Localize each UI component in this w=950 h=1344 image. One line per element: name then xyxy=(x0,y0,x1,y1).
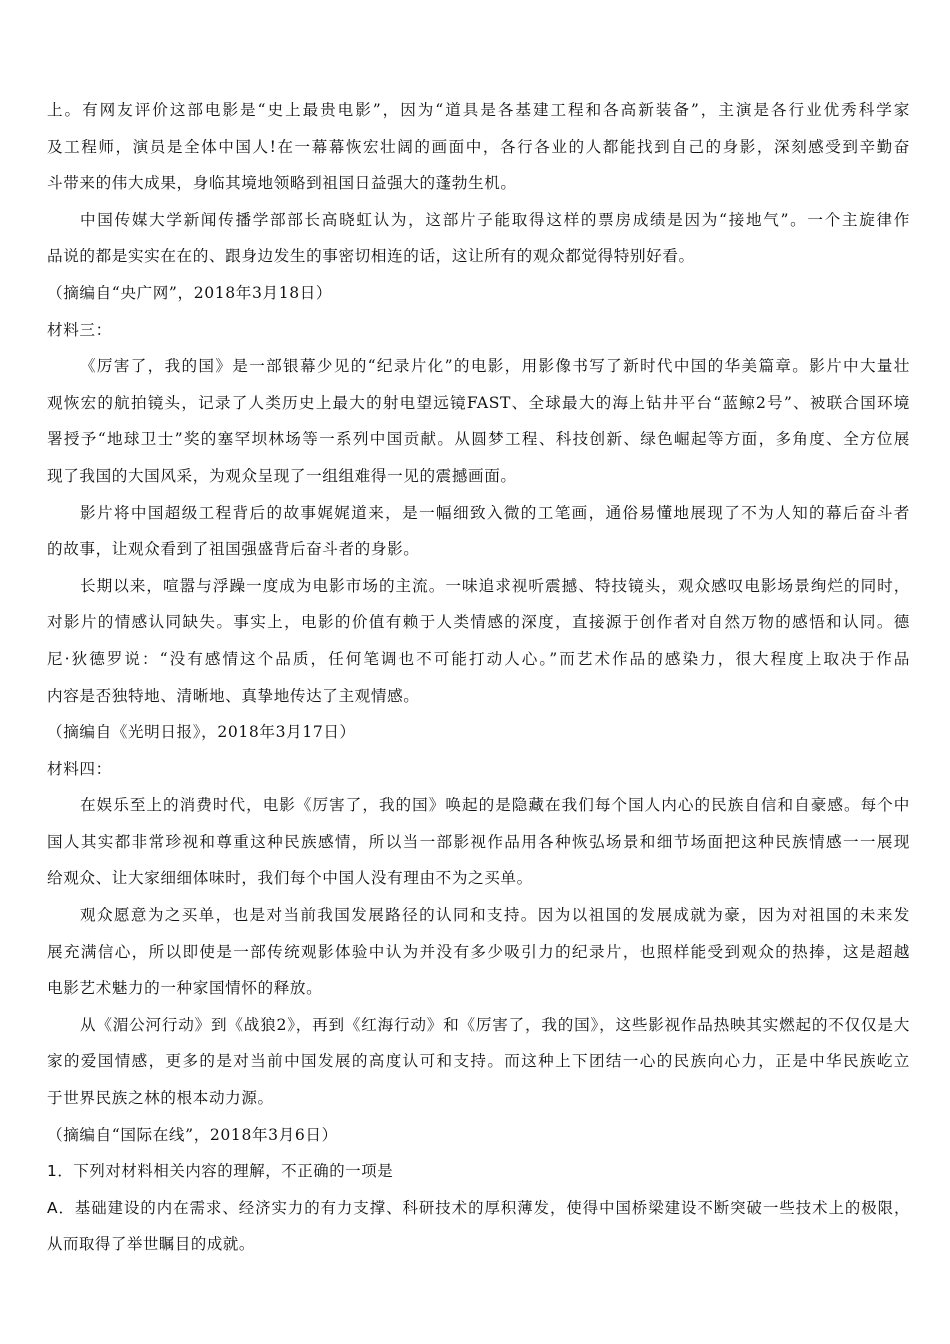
paragraph-start: 从《湄公河行动》到《战狼2》，再到《红海行动》和《厉害了，我的国》，这些影视作品热映其实燃起的不仅仅是大 xyxy=(80,1015,910,1034)
text-line: 现了我国的大国风采，为观众呈现了一组组难得一见的震撼画面。 xyxy=(47,466,517,485)
paragraph-start: 《厉害了，我的国》是一部银幕少见的“纪录片化”的电影，用影像书写了新时代中国的华美篇章。影片中大量壮 xyxy=(80,357,910,376)
text-line: 的故事，让观众看到了祖国强盛背后奋斗者的身影。 xyxy=(47,540,420,559)
text-line: 于世界民族之林的根本动力源。 xyxy=(47,1089,274,1108)
text-line: 上。有网友评价这部电影是“史上最贵电影”，因为“道具是各基建工程和各高新装备”，主演是各行业优秀科学家 xyxy=(47,101,910,119)
question-stem: 1．下列对材料相关内容的理解，不正确的一项是 xyxy=(47,1162,394,1181)
paragraph-start: 中国传媒大学新闻传播学部部长高晓虹认为，这部片子能取得这样的票房成绩是因为“接地气”。一个主旋律作 xyxy=(80,210,910,229)
paragraph-start: 在娱乐至上的消费时代，电影《厉害了，我的国》唤起的是隐藏在我们每个国人内心的民族自信和自豪感。每个中 xyxy=(80,796,910,815)
document-page xyxy=(47,92,910,1263)
answer-option-a: A．基础建设的内在需求、经济实力的有力支撑、科研技术的厚积薄发，使得中国桥梁建设不断突破一些技术上的极限， xyxy=(47,1198,910,1217)
text-line: 给观众、让大家细细体味时，我们每个中国人没有理由不为之买单。 xyxy=(47,869,533,888)
source-citation: （摘编自“央广网”，2018年3月18日） xyxy=(47,283,333,302)
text-line: 电影艺术魅力的一种家国情怀的释放。 xyxy=(47,979,323,998)
text-line: 署授予“地球卫士”奖的塞罕坝林场等一系列中国贡献。从圆梦工程、科技创新、绿色崛起等方面，多角度、全方位展 xyxy=(47,430,910,449)
section-heading: 材料四： xyxy=(47,759,112,778)
text-line: 对影片的情感认同缺失。事实上，电影的价值有赖于人类情感的深度，直接源于创作者对自然万物的感悟和认同。德 xyxy=(47,613,910,632)
text-line: 内容是否独特地、清晰地、真挚地传达了主观情感。 xyxy=(47,686,420,705)
text-line: 品说的都是实实在在的、跟身边发生的事密切相连的话，这让所有的观众都觉得特别好看。 xyxy=(47,247,695,266)
text-line: 及工程师，演员是全体中国人!在一幕幕恢宏壮阔的画面中，各行各业的人都能找到自己的身影，深刻感受到辛勤奋 xyxy=(47,137,910,156)
text-line: 展充满信心，所以即使是一部传统观影体验中认为并没有多少吸引力的纪录片，也照样能受到观众的热捧，这是超越 xyxy=(47,942,910,961)
text-line: 家的爱国情感，更多的是对当前中国发展的高度认可和支持。而这种上下团结一心的民族向心力，正是中华民族屹立 xyxy=(47,1052,910,1071)
source-citation: （摘编自《光明日报》，2018年3月17日） xyxy=(47,723,356,742)
text-line: 尼·狄德罗说：“没有感情这个品质，任何笔调也不可能打动人心。”而艺术作品的感染力，很大程度上取决于作品 xyxy=(47,649,910,668)
text-line: 国人其实都非常珍视和尊重这种民族感情，所以当一部影视作品用各种恢弘场景和细节场面把这种民族情感一一展现 xyxy=(47,832,910,851)
answer-option-a-continued: 从而取得了举世瞩目的成就。 xyxy=(47,1235,255,1254)
section-heading: 材料三： xyxy=(47,320,112,339)
text-line: 斗带来的伟大成果，身临其境地领略到祖国日益强大的蓬勃生机。 xyxy=(47,174,517,193)
paragraph-start: 长期以来，喧嚣与浮躁一度成为电影市场的主流。一味追求视听震撼、特技镜头，观众感叹电影场景绚烂的同时， xyxy=(80,576,910,595)
paragraph-start: 影片将中国超级工程背后的故事娓娓道来，是一幅细致入微的工笔画，通俗易懂地展现了不为人知的幕后奋斗者 xyxy=(80,503,910,522)
source-citation: （摘编自“国际在线”，2018年3月6日） xyxy=(47,1125,338,1144)
text-line: 观恢宏的航拍镜头，记录了人类历史上最大的射电望远镜FAST、全球最大的海上钻井平台“蓝鲸2号”、被联合国环境 xyxy=(47,393,910,412)
paragraph-start: 观众愿意为之买单，也是对当前我国发展路径的认同和支持。因为以祖国的发展成就为豪，因为对祖国的未来发 xyxy=(80,906,910,925)
